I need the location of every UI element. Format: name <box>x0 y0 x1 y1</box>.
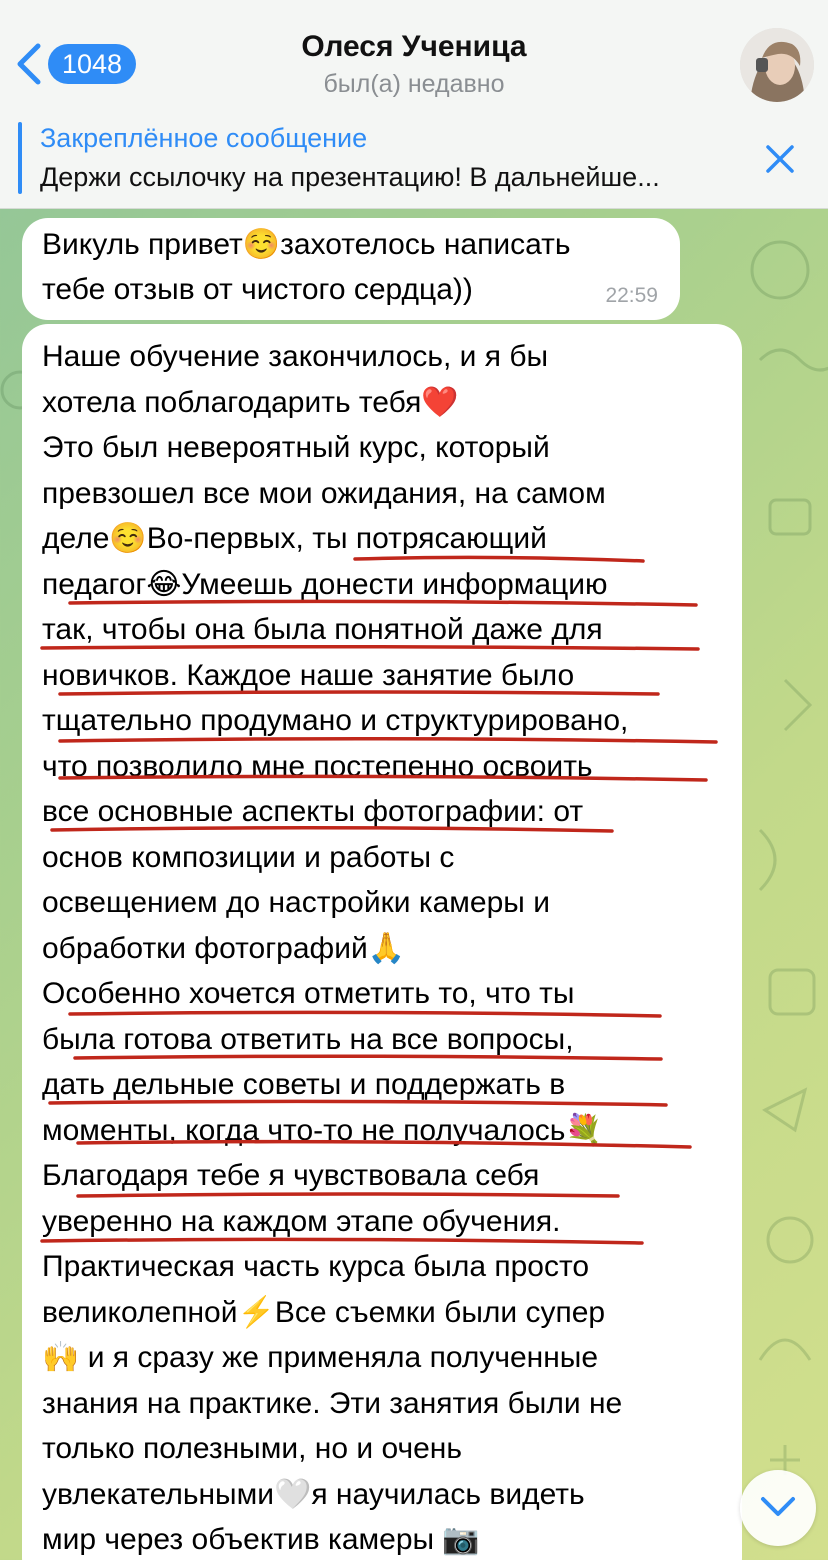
message-line: Это был невероятный курс, который <box>42 431 550 464</box>
message-text <box>42 334 628 1560</box>
message-line: дать дельные советы и поддержать в <box>42 1068 566 1101</box>
message-line: Викуль привет☺️захотелось написать <box>42 228 571 261</box>
pinned-title: Закреплённое сообщение <box>40 123 368 153</box>
message-line: основ композиции и работы с <box>42 840 455 874</box>
message-line: увлекательными🤍я научилась видеть <box>42 1477 585 1511</box>
message-line: педагог😂Умеешь донести информацию <box>42 567 608 601</box>
message-line: Наше обучение закончилось, и я бы <box>42 340 549 373</box>
message-line: хотела поблагодарить тебя❤️ <box>42 385 459 419</box>
pinned-text: Держи ссылочку на презентацию! В дальнейше... <box>40 162 660 192</box>
message-line: моменты, когда что-то не получалось💐 <box>42 1113 603 1147</box>
unread-count-badge: 1048 <box>48 44 136 84</box>
chat-header <box>0 0 828 111</box>
message-line: тебе отзыв от чистого сердца)) <box>42 273 473 306</box>
contact-status: был(а) недавно <box>323 70 505 98</box>
message-line: освещением до настройки камеры и <box>42 886 550 919</box>
message-line: 🙌 и я сразу же применяла полученные <box>42 1341 599 1374</box>
avatar-photo-icon <box>740 28 814 102</box>
message-line: превзошел все мои ожидания, на самом <box>42 476 606 510</box>
message-line: деле☺️Во-первых, ты потрясающий <box>42 522 547 555</box>
message-line: знания на практике. Эти занятия были не <box>42 1386 623 1420</box>
message-line: была готова ответить на все вопросы, <box>42 1022 574 1056</box>
message-line: мир через объектив камеры 📷 <box>42 1523 480 1556</box>
pinned-indicator <box>18 122 22 194</box>
message-line: все основные аспекты фотографии: от <box>42 795 584 828</box>
close-icon[interactable] <box>764 143 796 175</box>
message-line: что позволило мне постепенно освоить <box>42 749 593 783</box>
avatar[interactable] <box>740 28 814 102</box>
message-line: Практическая часть курса была просто <box>42 1250 590 1283</box>
message-line: только полезными, но и очень <box>42 1432 462 1465</box>
message-bubble[interactable] <box>22 324 742 1560</box>
contact-name[interactable]: Олеся Ученица <box>301 30 527 63</box>
message-bubble[interactable] <box>22 218 680 320</box>
message-line: тщательно продумано и структурировано, <box>42 704 629 737</box>
message-line: уверенно на каждом этапе обучения. <box>42 1204 561 1238</box>
scroll-down-button[interactable] <box>740 1470 816 1546</box>
message-line: так, чтобы она была понятной даже для <box>42 613 603 646</box>
message-line: Особенно хочется отметить то, что ты <box>42 977 575 1010</box>
message-line: обработки фотографий🙏 <box>42 931 406 965</box>
message-time: 22:59 <box>605 284 658 307</box>
pinned-message-bar[interactable] <box>0 110 828 209</box>
message-line: Благодаря тебе я чувствовала себя <box>42 1159 540 1192</box>
message-line: новичков. Каждое наше занятие было <box>42 658 575 692</box>
message-line: великолепной⚡️Все съемки были супер <box>42 1295 606 1329</box>
chevron-down-icon <box>760 1494 796 1520</box>
